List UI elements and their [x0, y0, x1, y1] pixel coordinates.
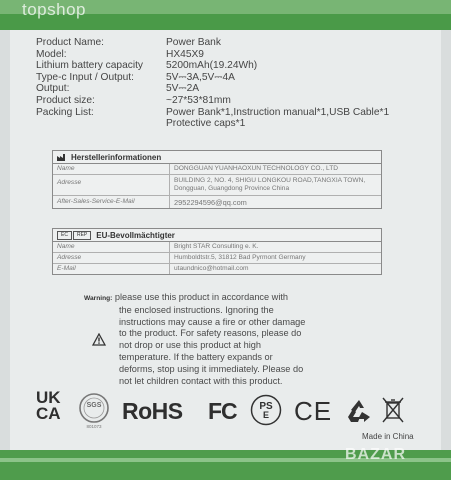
manufacturer-row	[53, 196, 381, 208]
sgs-mark	[78, 392, 110, 429]
spec-row	[36, 95, 389, 107]
packing-list-continuation: Protective caps*1	[166, 118, 246, 130]
eu-representative-box	[52, 228, 382, 275]
fcc-mark: FC	[208, 398, 237, 424]
sgs-text: SGS	[86, 402, 102, 409]
box-edge-left	[0, 30, 10, 450]
spec-row	[36, 83, 389, 95]
manufacturer-row-value: BUILDING 2, NO. 4, SHIGU LONGKOU ROAD,TANGXIA TOWN, Dongguan, Guangdong Province China	[174, 177, 366, 192]
bazar-watermark: BAZAR	[345, 446, 406, 463]
manufacturer-row	[53, 164, 381, 175]
spec-row	[36, 49, 389, 61]
eu-rep-row-value: utaundnico@hotmail.com	[174, 265, 249, 272]
spec-label: Product Name:	[36, 37, 104, 48]
spec-value: 5V⎓2A	[166, 83, 200, 95]
manufacturer-row-value: DONGGUAN YUANHAOXUN TECHNOLOGY CO., LTD	[174, 165, 339, 172]
eu-rep-row-value: Humboldtstr.5, 31812 Bad Pyrmont Germany	[174, 254, 306, 261]
spec-label: Model:	[36, 48, 67, 60]
spec-value: 5200mAh(19.24Wh)	[166, 60, 258, 72]
spec-label: Output:	[36, 83, 70, 95]
warning-line: deforms, stop using it immediately. Please do	[119, 363, 304, 374]
eu-rep-heading	[53, 229, 381, 242]
warning-line: temperature. If the battery expands or	[119, 351, 273, 362]
eu-rep-row	[53, 253, 381, 264]
manufacturer-heading-text: Herstellerinformationen	[71, 152, 162, 162]
spec-label: Type-c Input / Output:	[36, 71, 134, 83]
eu-rep-row-key: Adresse	[53, 253, 170, 263]
ce-mark: CE	[294, 396, 333, 426]
eu-rep-row-key: Name	[53, 242, 170, 252]
rep-badge: REP	[73, 231, 91, 240]
eu-rep-row	[53, 242, 381, 253]
warning-line: to the product. For safety reasons, please do	[119, 328, 302, 339]
ec-rep-badge	[57, 231, 92, 240]
box-edge-right	[441, 30, 451, 450]
ukca-bottom: CA	[36, 404, 61, 423]
pse-mark	[250, 394, 282, 426]
warning-label: Warning:	[84, 295, 113, 302]
spec-row	[36, 37, 389, 49]
spec-value: ~27*53*81mm	[166, 94, 231, 106]
warning-block	[84, 292, 384, 387]
warning-line: not let children contact with this product.	[119, 375, 283, 386]
manufacturer-row-key: Adresse	[53, 175, 170, 195]
factory-icon	[57, 154, 67, 161]
warning-line: instructions may cause a fire or other damage	[119, 316, 306, 327]
spec-table	[36, 37, 389, 130]
weee-bin-icon	[382, 396, 404, 424]
manufacturer-heading	[53, 151, 381, 164]
ec-badge: EC	[57, 231, 72, 240]
warning-triangle-icon	[92, 333, 106, 346]
ukca-top: UK	[36, 388, 61, 407]
pse-top: PS	[259, 401, 273, 412]
topshop-watermark: topshop	[22, 0, 86, 19]
eu-rep-row-value: Bright STAR Consulting e. K.	[174, 243, 259, 250]
spec-value: HX45X9	[166, 48, 204, 60]
manufacturer-row-key: After-Sales-Service-E-Mail	[53, 196, 170, 208]
warning-line	[84, 292, 384, 305]
sgs-number: 801073	[86, 424, 102, 429]
pse-bottom: E	[262, 410, 269, 420]
recycle-icon	[346, 398, 372, 424]
top-green-band	[0, 0, 451, 30]
spec-label: Lithium battery capacity	[36, 60, 144, 72]
made-in-china-text: Made in China	[362, 432, 414, 441]
spec-value: 5V⎓3A,5V⎓4A	[166, 71, 235, 83]
warning-line: not drop or use this product at high	[119, 340, 261, 351]
eu-rep-row	[53, 264, 381, 274]
rohs-mark: RoHS	[122, 398, 183, 424]
spec-value: Power Bank	[166, 37, 221, 48]
warning-text: please use this product in accordance with	[114, 292, 289, 302]
manufacturer-row	[53, 175, 381, 196]
warning-line: the enclosed instructions. Ignoring the	[119, 304, 274, 315]
spec-row	[36, 107, 389, 119]
spec-value: Power Bank*1,Instruction manual*1,USB Cable*1	[166, 106, 390, 118]
manufacturer-row-value: 2952294596@qq.com	[174, 198, 247, 207]
eu-rep-heading-text: EU-Bevollmächtigter	[96, 230, 175, 240]
spec-label: Product size:	[36, 94, 95, 106]
spec-label: Packing List:	[36, 106, 94, 118]
eu-rep-row-key: E-Mail	[53, 264, 170, 274]
manufacturer-info-box	[52, 150, 382, 209]
manufacturer-row-key: Name	[53, 164, 170, 174]
ukca-mark	[36, 390, 61, 422]
spec-row	[36, 60, 389, 72]
spec-row	[36, 72, 389, 84]
